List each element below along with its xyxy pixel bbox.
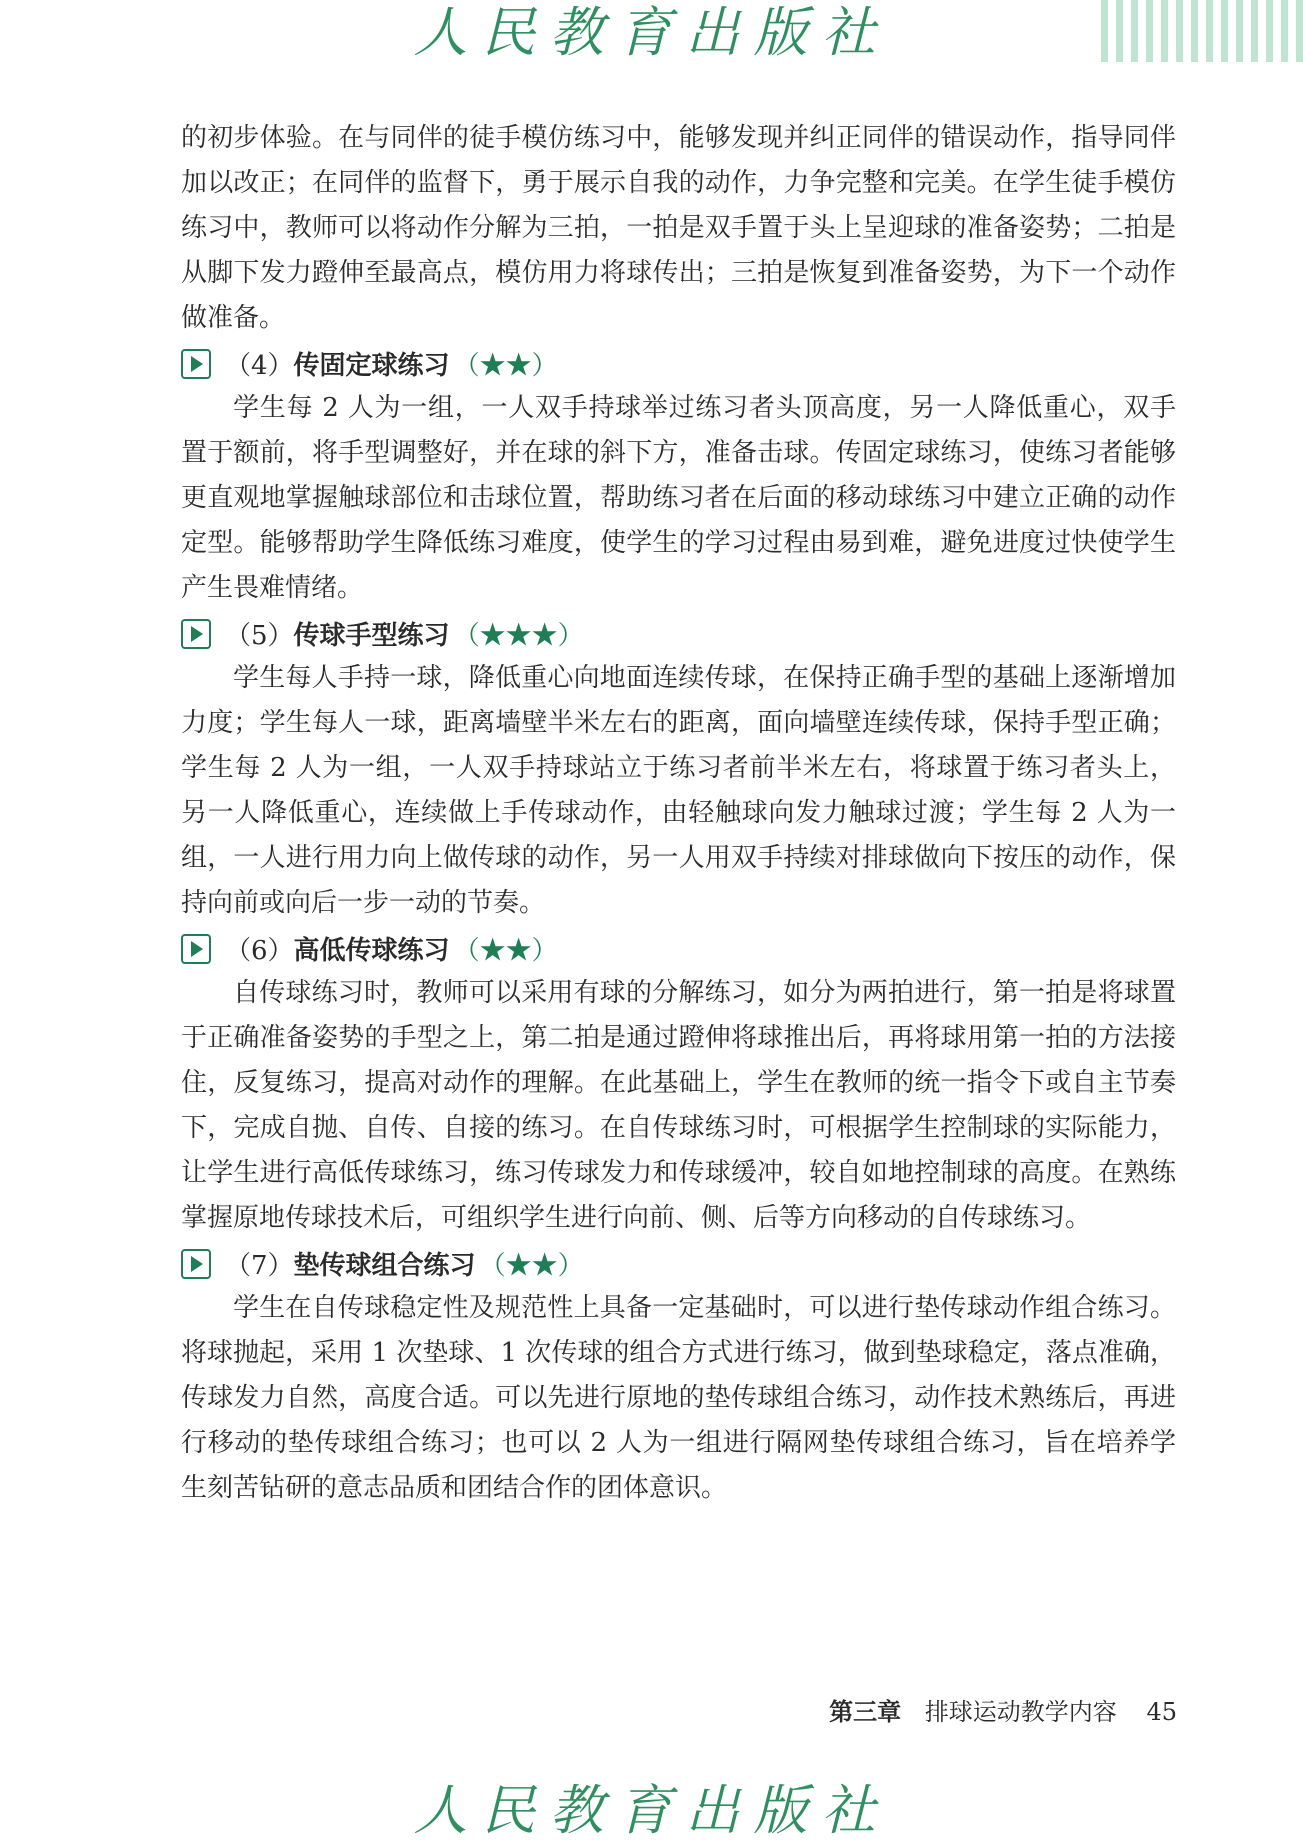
- difficulty-stars: （★★）: [453, 351, 558, 381]
- section-heading-7: [181, 1241, 1176, 1286]
- section-title: 传固定球练习: [293, 351, 450, 381]
- footer-chapter: 第三章: [829, 1697, 902, 1726]
- header-decoration-stripes: [1053, 0, 1303, 62]
- section-heading-6: [181, 926, 1176, 971]
- section-number: （4）: [225, 351, 294, 381]
- section-heading-5: [181, 611, 1176, 656]
- page-footer: [829, 1692, 1177, 1727]
- publisher-logo-bottom: 人民教育出版社: [413, 1779, 890, 1842]
- section-heading-4: [181, 341, 1176, 386]
- section-number: （6）: [225, 936, 294, 966]
- section-title: 传球手型练习: [293, 621, 450, 651]
- difficulty-stars: （★★）: [479, 1251, 584, 1281]
- play-video-icon[interactable]: [181, 619, 211, 649]
- footer-chapter-title: 排球运动教学内容: [924, 1698, 1117, 1726]
- difficulty-stars: （★★）: [453, 936, 558, 966]
- section-number: （5）: [225, 621, 294, 651]
- intro-paragraph: 的初步体验。在与同伴的徒手模仿练习中，能够发现并纠正同伴的错误动作，指导同伴加以改正；在同伴的监督下，勇于展示自我的动作，力争完整和完美。在学生徒手模仿练习中，教师可以将动作分解为三拍，一拍是双手置于头上呈迎球的准备姿势；二拍是从脚下发力蹬伸至最高点，模仿用力将球传出；三拍是恢复到准备姿势，为下一个动作做准备。: [181, 123, 1176, 333]
- difficulty-stars: （★★★）: [453, 621, 584, 651]
- publisher-logo-top: 人民教育出版社: [413, 1, 890, 64]
- section-paragraph-7: 学生在自传球稳定性及规范性上具备一定基础时，可以进行垫传球动作组合练习。将球抛起，采用 1 次垫球、1 次传球的组合方式进行练习，做到垫球稳定，落点准确，传球发力自然，高度合适。可以先进行原地的垫传球组合练习，动作技术熟练后，再进行移动的垫传球组合练习；也可以 2 人为一组进行隔网垫传球组合练习，旨在培养学生刻苦钻研的意志品质和团结合作的团体意识。: [181, 1293, 1176, 1503]
- section-paragraph-6: 自传球练习时，教师可以采用有球的分解练习，如分为两拍进行，第一拍是将球置于正确准备姿势的手型之上，第二拍是通过蹬伸将球推出后，再将球用第一拍的方法接住，反复练习，提高对动作的理解。在此基础上，学生在教师的统一指令下或自主节奏下，完成自抛、自传、自接的练习。在自传球练习时，可根据学生控制球的实际能力，让学生进行高低传球练习，练习传球发力和传球缓冲，较自如地控制球的高度。在熟练掌握原地传球技术后，可组织学生进行向前、侧、后等方向移动的自传球练习。: [181, 978, 1176, 1233]
- section-title: 垫传球组合练习: [293, 1251, 476, 1281]
- section-number: （7）: [225, 1251, 294, 1281]
- play-video-icon[interactable]: [181, 934, 211, 964]
- section-title: 高低传球练习: [293, 936, 450, 966]
- play-video-icon[interactable]: [181, 1249, 211, 1279]
- page-body: [181, 116, 1176, 1511]
- section-paragraph-5: 学生每人手持一球，降低重心向地面连续传球，在保持正确手型的基础上逐渐增加力度；学生每人一球，距离墙壁半米左右的距离，面向墙壁连续传球，保持手型正确；学生每 2 人为一组，一人双手持球站立于练习者前半米左右，将球置于练习者头上，另一人降低重心，连续做上手传球动作，由轻触球向发力触球过渡；学生每 2 人为一组，一人进行用力向上做传球的动作，另一人用双手持续对排球做向下按压的动作，保持向前或向后一步一动的节奏。: [181, 663, 1176, 918]
- section-paragraph-4: 学生每 2 人为一组，一人双手持球举过练习者头顶高度，另一人降低重心，双手置于额前，将手型调整好，并在球的斜下方，准备击球。传固定球练习，使练习者能够更直观地掌握触球部位和击球位置，帮助练习者在后面的移动球练习中建立正确的动作定型。能够帮助学生降低练习难度，使学生的学习过程由易到难，避免进度过快使学生产生畏难情绪。: [181, 393, 1176, 603]
- page-number: 45: [1146, 1698, 1177, 1726]
- play-video-icon[interactable]: [181, 349, 211, 379]
